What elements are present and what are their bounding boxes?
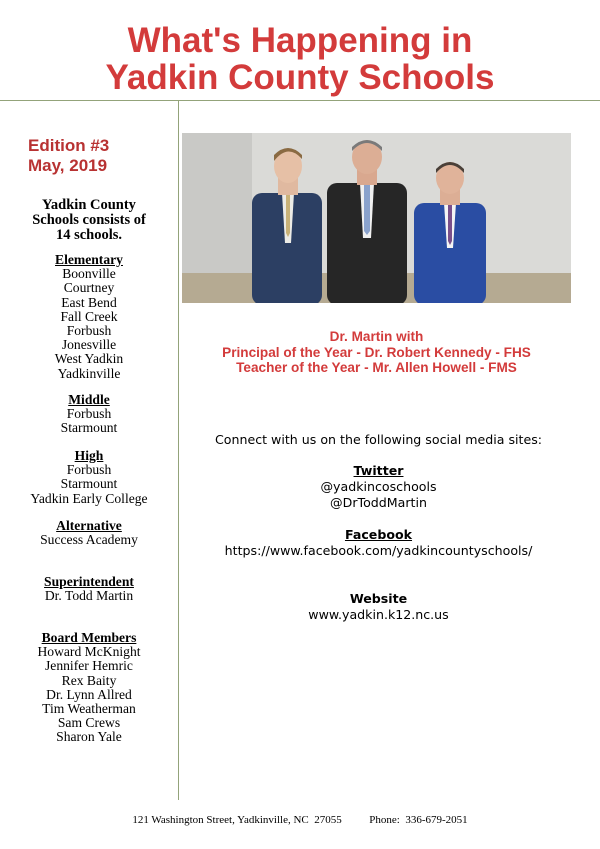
middle-schools xyxy=(0,393,178,436)
high-heading: High xyxy=(74,448,104,463)
website-link[interactable]: www.yadkin.k12.nc.us xyxy=(308,607,449,622)
superintendent-section xyxy=(0,575,178,603)
board-member: Tim Weatherman xyxy=(42,701,136,717)
school-item: Boonville xyxy=(62,266,116,282)
facebook-section xyxy=(182,527,575,559)
school-item: Starmount xyxy=(60,476,118,492)
elementary-schools xyxy=(0,253,178,381)
photo-illustration xyxy=(182,133,571,303)
school-item: Fall Creek xyxy=(60,308,118,324)
elementary-heading: Elementary xyxy=(55,252,123,267)
intro-line: Schools consists of xyxy=(32,212,146,228)
footer-phone: Phone: 336-679-2051 xyxy=(369,814,468,826)
board-members-section xyxy=(0,631,178,745)
board-member: Sharon Yale xyxy=(56,729,122,745)
twitter-section xyxy=(182,463,575,511)
high-schools xyxy=(0,449,178,506)
school-item: Yadkin Early College xyxy=(30,490,148,506)
school-item: West Yadkin xyxy=(54,351,124,367)
caption-line-2: Principal of the Year - Dr. Robert Kennedy - FHS xyxy=(222,344,531,360)
alternative-schools xyxy=(0,519,178,547)
facebook-heading: Facebook xyxy=(344,527,413,542)
facebook-link[interactable]: https://www.facebook.com/yadkincountyschools/ xyxy=(224,543,533,558)
board-member: Rex Baity xyxy=(61,672,117,688)
edition-info xyxy=(28,136,109,176)
connect-text: Connect with us on the following social media sites: xyxy=(214,432,542,447)
intro-line: 14 schools. xyxy=(55,227,123,243)
caption-line-1: Dr. Martin with xyxy=(329,329,424,344)
title-line-2: Yadkin County Schools xyxy=(105,58,495,97)
newsletter-title xyxy=(0,22,600,96)
edition-date: May, 2019 xyxy=(28,156,108,175)
school-item: Forbush xyxy=(66,406,112,422)
website-heading: Website xyxy=(349,591,408,606)
edition-number: Edition #3 xyxy=(28,136,110,155)
middle-heading: Middle xyxy=(68,392,110,407)
superintendent-name: Dr. Todd Martin xyxy=(44,588,134,604)
intro-line: Yadkin County xyxy=(42,197,136,213)
school-item: East Bend xyxy=(61,294,117,310)
board-member: Jennifer Hemric xyxy=(45,658,133,674)
superintendent-heading: Superintendent xyxy=(44,574,134,589)
board-heading: Board Members xyxy=(41,630,137,645)
title-line-1: What's Happening in xyxy=(127,21,473,60)
website-section xyxy=(182,591,575,623)
schools-intro xyxy=(0,198,178,243)
school-item: Success Academy xyxy=(40,532,138,548)
board-member: Sam Crews xyxy=(57,715,121,731)
footer xyxy=(0,814,600,826)
twitter-handle-district[interactable]: @yadkincoschools xyxy=(320,479,437,494)
caption-line-3: Teacher of the Year - Mr. Allen Howell - FMS xyxy=(236,360,517,375)
school-item: Courtney xyxy=(63,280,115,296)
header-divider xyxy=(0,100,600,101)
twitter-heading: Twitter xyxy=(353,463,404,478)
school-item: Starmount xyxy=(60,420,118,436)
photo-caption xyxy=(182,329,571,376)
alternative-heading: Alternative xyxy=(56,518,122,533)
award-photo xyxy=(182,133,571,303)
school-item: Forbush xyxy=(66,323,112,339)
school-item: Yadkinville xyxy=(57,365,121,381)
board-member: Howard McKnight xyxy=(37,644,141,660)
board-member: Dr. Lynn Allred xyxy=(46,686,132,702)
column-divider xyxy=(178,101,179,800)
school-item: Jonesville xyxy=(61,337,117,353)
footer-address: 121 Washington Street, Yadkinville, NC 27055 xyxy=(132,814,342,826)
school-item: Forbush xyxy=(66,462,112,478)
twitter-handle-superintendent[interactable]: @DrToddMartin xyxy=(330,495,427,510)
